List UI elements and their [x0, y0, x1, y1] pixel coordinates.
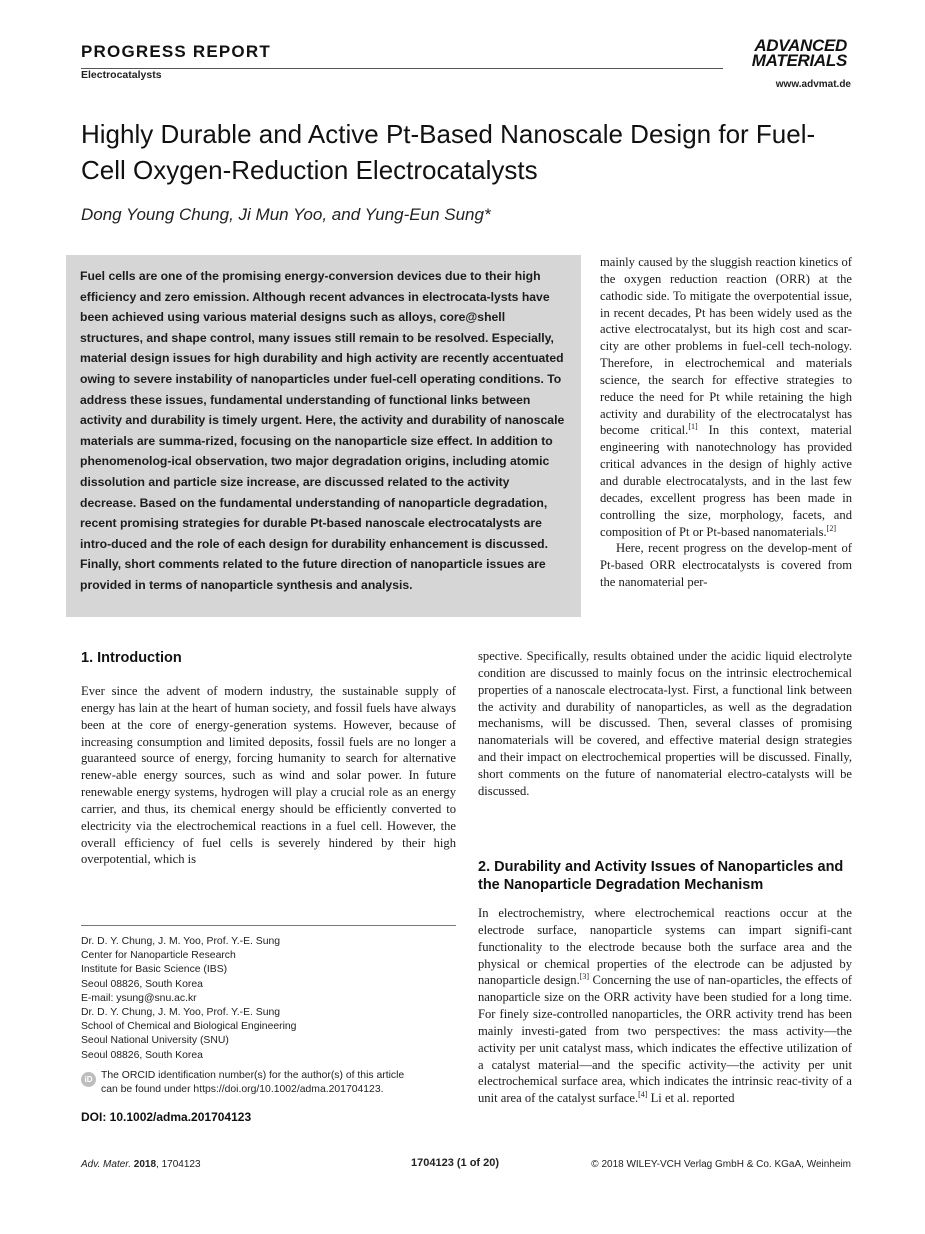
affiliation-block-2 — [81, 1006, 461, 1063]
orcid-link-line[interactable]: can be found under https://doi.org/10.1002/adma.201704123. — [101, 1084, 384, 1095]
affiliation-names: Dr. D. Y. Chung, J. M. Yoo, Prof. Y.-E. Sung — [81, 936, 281, 947]
orcid-note — [81, 1069, 461, 1097]
abstract-text: Fuel cells are one of the promising energy-conversion devices due to their high efficiency and zero emission. Although recent advances in electrocata-lysts have been achieved using various material designs such as alloys, core@shell structures, and shape control, many issues still remain to be resolved. Especially, material design issues for high durability and high activity are recently accentuated owing to severe instability of nanoparticles under fuel-cell operating conditions. To address these issues, fundamental understanding of functional links between activity and durability is timely urgent. Here, the activity and durability of nanoscale materials are summa-rized, focusing on the nanoparticle size effect. In addition to phenomenolog-ical observation, two major degradation origins, including atomic dissolution and particle size increase, are discussed related to the activity decrease. Based on the fundamental understanding of nanoparticle degradation, recent promising strategies for durable Pt-based nanoscale electrocatalysts are intro-duced and the role of each design for durability enhancement is discussed. Finally, short comments related to the future direction of nanoparticle issues are provided in terms of nanoparticle synthesis and analysis. — [80, 269, 565, 592]
subject-label: Electrocatalysts — [81, 69, 162, 81]
affiliation-block-1 — [81, 935, 461, 1006]
citation-ref[interactable]: [2] — [826, 523, 836, 533]
running-header — [81, 42, 271, 81]
footer-article-no: , 1704123 — [156, 1159, 201, 1170]
affiliations — [81, 935, 461, 1063]
section2-text: In electrochemistry, where electrochemical reactions occur at the electrode surface, nanoparticle systems can impart signifi-cant functionality to the electrode because both the surface area and the physical or chemical properties of the electrode can be adjusted by nanoparticle design. — [478, 906, 852, 988]
intro-text: mainly caused by the sluggish reaction kinetics of the oxygen reduction reaction (ORR) at the cathodic side. To mitigate the overpotential issue, in recent decades, Pt has been widely used as the active electrocatalyst, but its high cost and scar-city are other problems in fuel-cell tech-nology. Therefore, in electrochemical and materials science, the search for effective strategies to reduce the need for Pt while retaining the high activity and durability of the electrocatalyst has become critical. — [600, 255, 852, 438]
footer-year: 2018 — [133, 1159, 157, 1170]
intro-text: In this context, material engineering with nanotechnology has provided critical advances in the design of highly active and durable electrocatalysts, and in the last few decades, excellent progress has been made in controlling the size, morphology, facets, and composition of Pt or Pt-based nanomaterials. — [600, 423, 852, 539]
orcid-icon: iD — [81, 1072, 96, 1087]
section2-column — [478, 905, 852, 1107]
affiliation-line: Seoul 08826, South Korea — [81, 978, 203, 990]
intro-paragraph-1 — [600, 254, 852, 540]
affiliation-names: Dr. D. Y. Chung, J. M. Yoo, Prof. Y.-E. Sung — [81, 1007, 281, 1019]
footer-page-number: 1704123 (1 of 20) — [411, 1157, 500, 1169]
section2-text: Concerning the use of nan-oparticles, the effects of nanoparticle size on the ORR activity have been studied for a long time. For finely size-controlled nanoparticles, the ORR activity trend has been mainly investi-gated from two perspectives: the mass activity—the activity per unit catalyst mass, which indicates the effective utilization of a catalyst material—and the specific activity—the activity per unit electrochemical surface area, which indicates the intrinsic reac-tivity of a unit area of the catalyst surface. — [478, 973, 852, 1106]
section-label: PROGRESS REPORT — [81, 42, 271, 61]
footer-citation — [81, 1159, 201, 1170]
journal-website[interactable]: www.advmat.de — [775, 79, 851, 90]
article-title: Highly Durable and Active Pt-Based Nanoscale Design for Fuel-Cell Oxygen-Reduction Electrocatalysts — [81, 119, 816, 185]
abstract-box — [66, 255, 581, 617]
citation-ref[interactable]: [1] — [688, 422, 698, 432]
affiliation-line: School of Chemical and Biological Engineering — [81, 1021, 297, 1033]
journal-logo — [727, 38, 847, 72]
affiliation-rule — [81, 925, 456, 926]
intro-right-continued — [478, 648, 852, 800]
section2-text: Li et al. reported — [647, 1091, 735, 1106]
doi-label[interactable]: DOI: 10.1002/adma.201704123 — [81, 1110, 252, 1124]
orcid-text-line: The ORCID identification number(s) for the author(s) of this article — [101, 1070, 405, 1081]
section-heading-durability: 2. Durability and Activity Issues of Nanoparticles and the Nanoparticle Degradation Mechanism — [478, 859, 844, 893]
journal-logo-line1: ADVANCED — [754, 36, 847, 55]
section-heading-introduction: 1. Introduction — [81, 650, 182, 666]
affiliation-line: Seoul 08826, South Korea — [81, 1049, 203, 1061]
citation-ref[interactable]: [3] — [579, 972, 590, 982]
affiliation-line: Center for Nanoparticle Research — [81, 950, 236, 962]
footer-journal: Adv. Mater. — [81, 1159, 132, 1170]
affiliation-line: Institute for Basic Science (IBS) — [81, 964, 228, 976]
intro-left-column — [81, 683, 456, 868]
author-list: Dong Young Chung, Ji Mun Yoo, and Yung-Eun Sung* — [81, 205, 491, 224]
citation-ref[interactable]: [4] — [638, 1090, 648, 1100]
section2-paragraph — [478, 905, 852, 1107]
intro-right-column — [600, 254, 852, 591]
intro-paragraph-2: Here, recent progress on the develop-ment of Pt-based ORR electrocatalysts is covered from the nanomaterial per- — [600, 541, 852, 590]
affiliation-line: Seoul National University (SNU) — [81, 1035, 229, 1047]
intro-left-paragraph: Ever since the advent of modern industry, the sustainable supply of energy has lain at the heart of human society, and fossil fuels have always been at the core of energy-generation systems. However, because of increasing consumption and limited deposits, fossil fuels are no longer a guaranteed source of energy, forcing humanity to search for alternative renew-able energy sources, such as wind and solar power. In future renewable energy systems, hydrogen will play a crucial role as an energy carrier, and thus, its chemical energy should be efficiently converted to electricity via the electrochemical reactions in a fuel cell. However, the overall efficiency of fuel cells is severely hindered by their high overpotential, which is — [81, 684, 456, 867]
corresponding-email[interactable]: E-mail: ysung@snu.ac.kr — [81, 992, 197, 1004]
journal-logo-line2: MATERIALS — [751, 51, 847, 70]
footer-copyright: © 2018 WILEY-VCH Verlag GmbH & Co. KGaA, Weinheim — [591, 1159, 851, 1170]
intro-paragraph-2-cont: spective. Specifically, results obtained under the acidic liquid electrolyte condition are discussed to mainly focus on the intrinsic electrochemical properties of a nanoscale electrocata-lyst. First, a functional link between the activity and durability of nanoparticles, as well as the degradation mechanisms, will be discussed. Then, several classes of promising nanomaterials will be covered, and effective material design strategies and their impact on electrochemical properties will be discussed. Finally, short comments on the future of nanomaterial electro-catalysts will be discussed. — [478, 649, 852, 798]
header-rule — [81, 68, 723, 69]
